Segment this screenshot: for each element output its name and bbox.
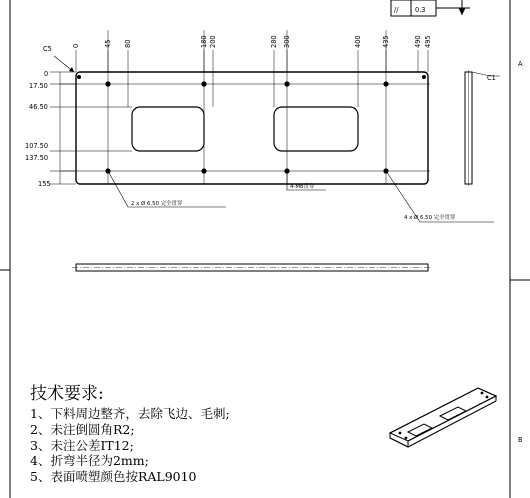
callout-m8-holes: 4-M8贯穿 [290,184,315,190]
hole [77,75,81,79]
zone-label-b: B [518,436,523,444]
dim-x-80: 80 [124,39,132,48]
plate-side-view [465,70,500,186]
note-item: 4、折弯半径为2mm; [30,453,149,469]
dim-x-490: 490 [414,35,422,48]
hole [422,75,426,79]
callout-right-holes: 4 x Ø 6.50 完全贯穿 [404,215,456,221]
dim-x-495: 495 [424,35,432,48]
dim-x-400: 400 [354,35,362,48]
tolerance-frame [391,0,470,16]
mounting-holes [77,75,426,174]
isometric-view [390,388,496,447]
plate-bottom-view [72,264,432,271]
chamfer-label: C5 [43,45,52,53]
horizontal-dimensions [76,50,428,107]
dim-y-0: 0 [44,70,49,78]
dim-y-107-50: 107.50 [25,142,49,150]
zone-label-a: A [518,60,523,68]
note-item: 5、表面喷塑颜色按RAL9010 [30,469,197,485]
tolerance-value: 0.3 [415,6,426,14]
dim-x-300: 300 [283,35,291,48]
note-item: 1、下料周边整齐，去除飞边、毛刺; [30,406,230,421]
notes-title: 技术要求: [30,384,104,404]
dim-y-46-50: 46.50 [29,103,48,111]
hole [201,168,206,173]
dim-x-435: 435 [382,35,390,48]
note-item: 3、未注公差IT12; [30,437,134,453]
side-chamfer-label: C1 [487,74,496,82]
technical-requirements [30,384,380,485]
vertical-dimensions [50,72,132,184]
hole [284,81,289,86]
dim-x-0: 0 [72,43,80,48]
hole [105,81,110,86]
dim-x-180: 180 [200,35,208,48]
dim-x-280: 280 [270,35,278,48]
hole [383,81,388,86]
dim-x-45: 45 [104,39,112,48]
dim-y-137-50: 137.50 [25,154,49,162]
callout-left-holes: 2 x Ø 6.50 完全贯穿 [131,201,183,207]
hole [201,81,206,86]
dim-y-155: 155 [38,180,51,188]
dim-x-200: 200 [209,35,217,48]
note-item: 2、未注倒圆角R2; [30,421,135,437]
parallelism-symbol: // [394,6,399,14]
dim-y-17-50: 17.50 [29,82,48,90]
